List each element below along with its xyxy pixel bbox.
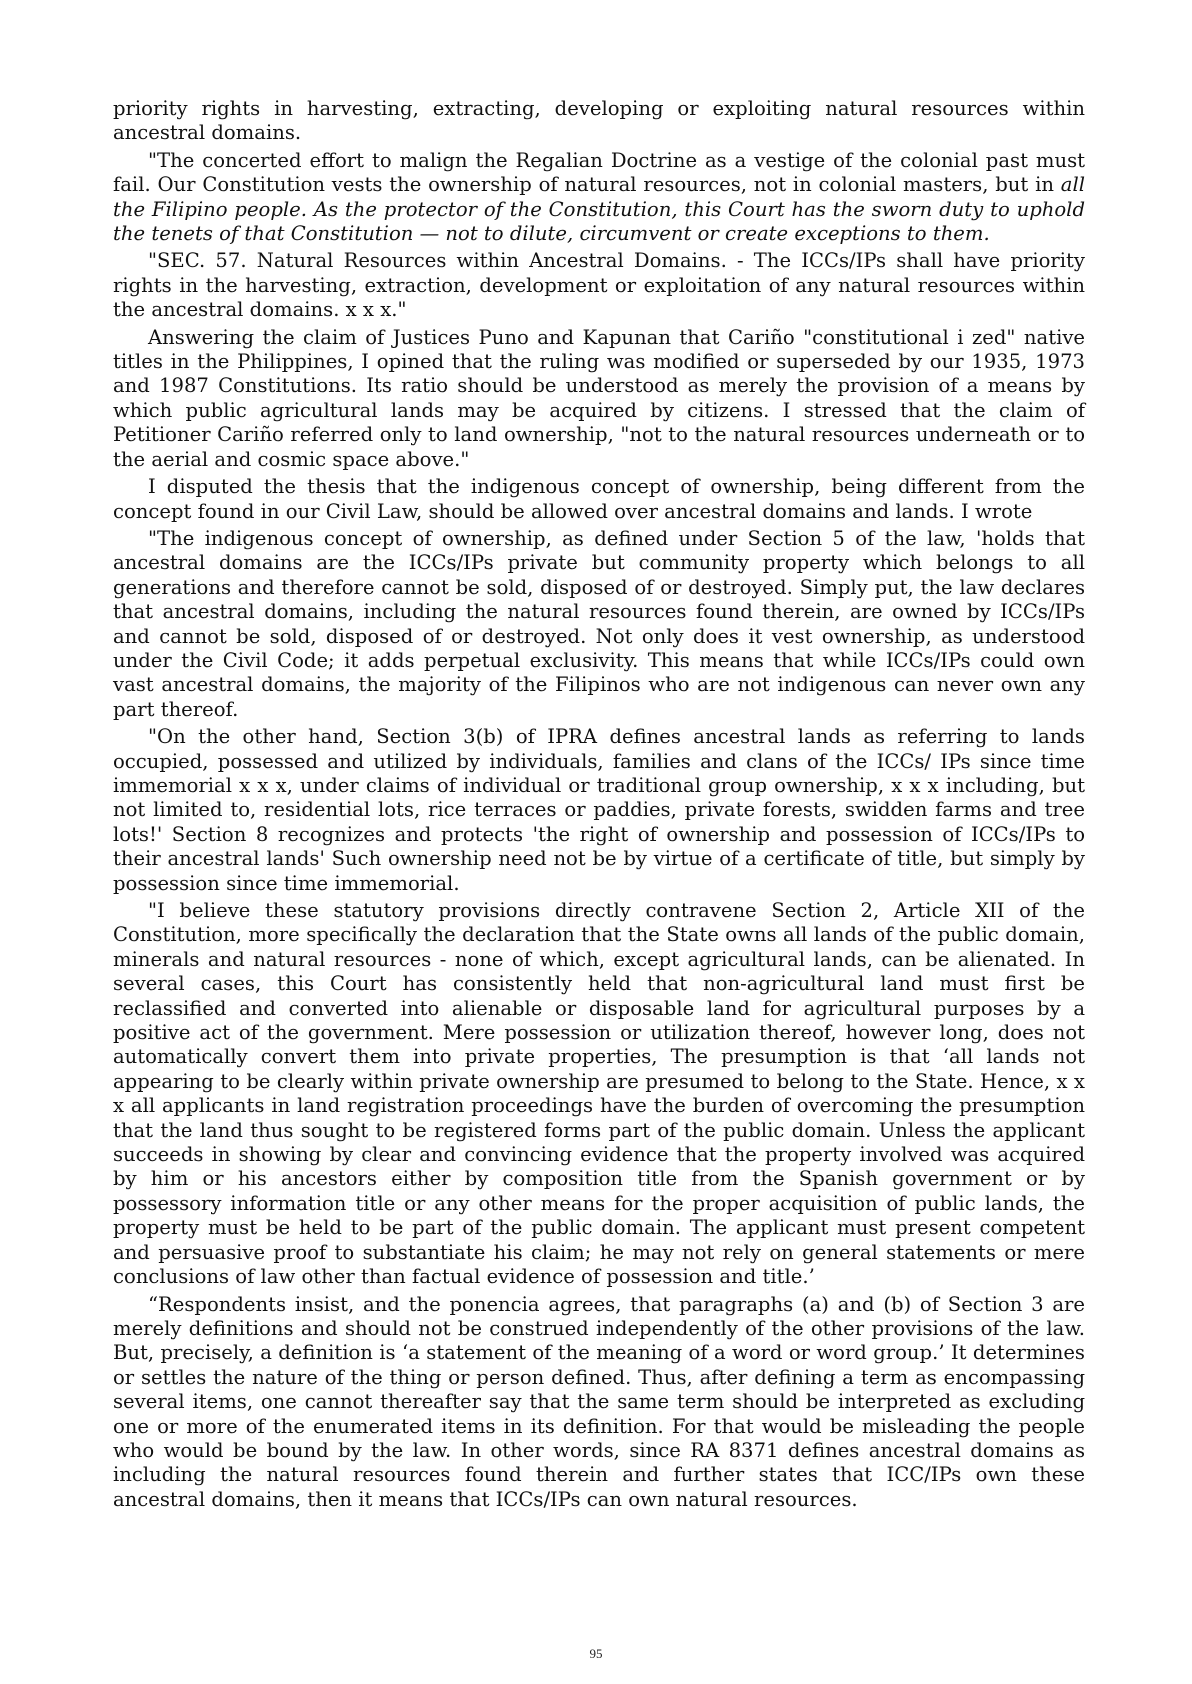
paragraph-5 [113, 475, 1085, 524]
paragraph-1 [113, 97, 1085, 146]
paragraph-2 [113, 149, 1085, 247]
paragraph-2-italic-text: all the Filipino people. As the protector of the Constitution, this Court has the sworn duty to uphold the tenets of that Constitution — not to dilute, circumvent or create exceptions to them. [113, 173, 1085, 246]
paragraph-1-text: priority rights in harvesting, extracting, developing or exploiting natural resources within ancestral domains. [113, 97, 1085, 145]
document-body [113, 97, 1085, 1515]
paragraph-3 [113, 249, 1085, 322]
paragraph-6-text: "The indigenous concept of ownership, as defined under Section 5 of the law, 'holds that ancestral domains are the ICCs/IPs private but community property which belongs to all generations and therefore cannot be sold, disposed of or destroyed. Simply put, the law declares that ancestral domains, including the natural resources found therein, are owned by ICCs/IPs and cannot be sold, disposed of or destroyed. Not only does it vest ownership, as understood under the Civil Code; it adds perpetual exclusivity. This means that while ICCs/IPs could own vast ancestral domains, the majority of the Filipinos who are not indigenous can never own any part thereof. [113, 526, 1085, 721]
paragraph-4 [113, 326, 1085, 472]
paragraph-8-text: "I believe these statutory provisions directly contravene Section 2, Article XII of the Constitution, more specifically the declaration that the State owns all lands of the public domain, minerals and natural resources - none of which, except agricultural lands, can be alienated. In several cases, this Court has consistently held that non-agricultural land must first be reclassified and converted into alienable or disposable land for agricultural purposes by a positive act of the government. Mere possession or utilization thereof, however long, does not automatically convert them into private properties, The presumption is that ‘all lands not appearing to be clearly within private ownership are presumed to belong to the State. Hence, x x x all applicants in land registration proceedings have the burden of overcoming the presumption that the land thus sought to be registered forms part of the public domain. Unless the applicant succeeds in showing by clear and convincing evidence that the property involved was acquired by him or his ancestors either by composition title from the Spanish government or by possessory information title or any other means for the proper acquisition of public lands, the property must be held to be part of the public domain. The applicant must present competent and persuasive proof to substantiate his claim; he may not rely on general statements or mere conclusions of law other than factual evidence of possession and title.’ [113, 899, 1085, 1289]
paragraph-5-text: I disputed the thesis that the indigenous concept of ownership, being different from the concept found in our Civil Law, should be allowed over ancestral domains and lands. I wrote [113, 475, 1085, 523]
paragraph-2-text: "The concerted effort to malign the Regalian Doctrine as a vestige of the colonial past must fail. Our Constitution vests the ownership of natural resources, not in colonial masters, but in [113, 148, 1085, 197]
paragraph-4-text: Answering the claim of Justices Puno and Kapunan that Cariño "constitutional i zed" native titles in the Philippines, I opined that the ruling was modified or superseded by our 1935, 1973 and 1987 Constitutions. Its ratio should be understood as merely the provision of a means by which public agricultural lands may be acquired by citizens. I stressed that the claim of Petitioner Cariño referred only to land ownership, "not to the natural resources underneath or to the aerial and cosmic space above." [113, 325, 1085, 471]
paragraph-7 [113, 725, 1085, 896]
paragraph-3-text: "SEC. 57. Natural Resources within Ancestral Domains. - The ICCs/IPs shall have priority rights in the harvesting, extraction, development or exploitation of any natural resources within the ancestral domains. x x x." [113, 249, 1085, 322]
paragraph-9-text: “Respondents insist, and the ponencia agrees, that paragraphs (a) and (b) of Section 3 are merely definitions and should not be construed independently of the other provisions of the law. But, precisely, a definition is ‘a statement of the meaning of a word or word group.’ It determines or settles the nature of the thing or person defined. Thus, after defining a term as encompassing several items, one cannot thereafter say that the same term should be interpreted as excluding one or more of the enumerated items in its definition. For that would be misleading the people who would be bound by the law. In other words, since RA 8371 defines ancestral domains as including the natural resources found therein and further states that ICC/IPs own these ancestral domains, then it means that ICCs/IPs can own natural resources. [113, 1292, 1085, 1511]
paragraph-7-text: "On the other hand, Section 3(b) of IPRA defines ancestral lands as referring to lands occupied, possessed and utilized by individuals, families and clans of the ICCs/ IPs since time immemorial x x x, under claims of individual or traditional group ownership, x x x including, but not limited to, residential lots, rice terraces or paddies, private forests, swidden farms and tree lots!' Section 8 recognizes and protects 'the right of ownership and possession of ICCs/IPs to their ancestral lands' Such ownership need not be by virtue of a certificate of title, but simply by possession since time immemorial. [113, 725, 1085, 895]
paragraph-8 [113, 899, 1085, 1290]
paragraph-9 [113, 1293, 1085, 1513]
paragraph-6 [113, 527, 1085, 722]
page-number: 95 [589, 1646, 603, 1661]
